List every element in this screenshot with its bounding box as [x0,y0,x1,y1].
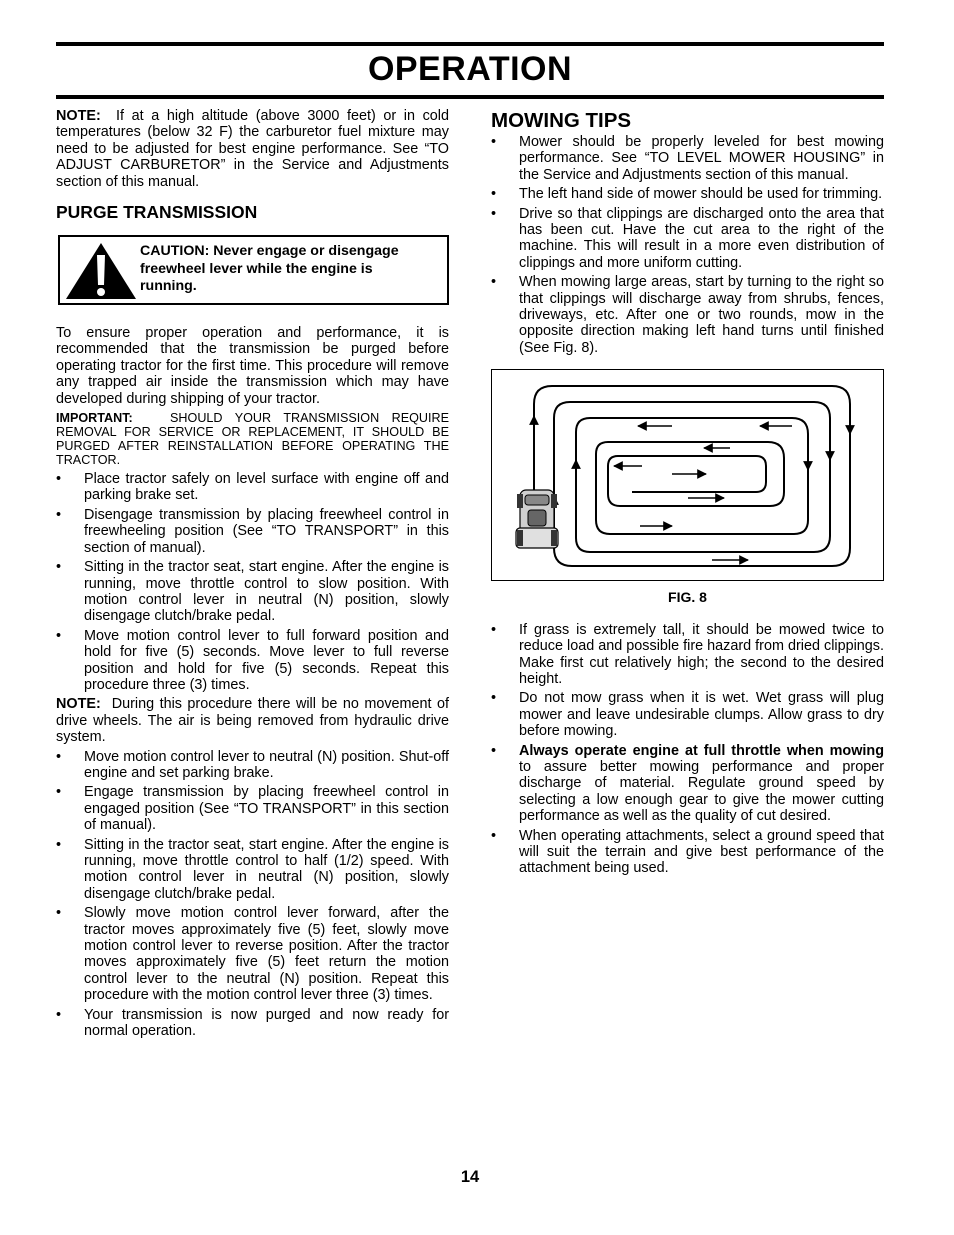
list-item: • Slowly move motion control lever forward, after the tractor moves approximately five (5) feet, slowly move motion control lever to reverse position. After the tractor moves approximately five (5) feet return the motion control lever to the neutral (N) position. Repeat this procedure with the motion control lever three (3) times. [56,905,449,1003]
note-label: NOTE: [56,696,101,713]
list-item: • Place tractor safely on level surface with engine off and parking brake set. [56,471,449,504]
engage-steps-list [56,749,449,1040]
list-item [491,743,884,825]
altitude-note [56,108,449,190]
list-item: • Move motion control lever to full forward position and hold for five (5) seconds. Move lever to full reverse position and hold for five (5) seconds. Repeat this procedure three (3) times. [56,628,449,694]
important-label: IMPORTANT: [56,411,133,426]
page-number: 14 [460,1168,480,1186]
purge-steps-list [56,471,449,693]
list-item: • Mower should be properly leveled for best mowing performance. See “TO LEVEL MOWER HOUSING” in the Service and Adjustments section of this manual. [491,134,884,183]
list-item: • When operating attachments, select a ground speed that will suit the terrain and give best performance of the attachment being used. [491,828,884,877]
caution-text: CAUTION: Never engage or disengage freewheel lever while the engine is running. [140,243,399,295]
purge-intro: To ensure proper operation and performance, it is recommended that the transmission be purged before operating tractor for the first time. This procedure will remove any trapped air inside the transmission which may have developed during shipping of your tractor. [56,325,449,407]
attachments-tip-list [491,828,884,877]
caution-box [58,235,449,305]
mowing-pattern-diagram [492,370,883,580]
list-item: • Sitting in the tractor seat, start engine. After the engine is running, move throttle control to half (1/2) speed. With motion control lever in neutral (N) position, slowly disengage clutch/brake pedal. [56,837,449,903]
list-item: • If grass is extremely tall, it should be mowed twice to reduce load and possible fire hazard from dried clippings. Make first cut relatively high; the second to the desired height. [491,622,884,688]
list-item: • Disengage transmission by placing freewheel control in freewheeling position (See “TO TRANSPORT” in this section of manual). [56,507,449,556]
mowing-pattern-figure [491,369,884,581]
title-underline [56,95,884,99]
warning-triangle-icon [64,241,138,301]
mowing-tips-heading: MOWING TIPS [491,109,632,132]
right-column [491,108,884,880]
note-text: If at a high altitude (above 3000 feet) or in cold temperatures (below 32 F) the carburetor fuel mixture may need to be adjusted for best engine performance. See “TO ADJUST CARBURETOR” in the Service and Adjustments section of this manual. [56,108,449,190]
drive-wheels-note [56,696,449,745]
list-item: • Engage transmission by placing freewheel control in engaged position (See “TO TRANSPORT” in this section of manual). [56,784,449,833]
purge-transmission-heading: PURGE TRANSMISSION [56,202,258,223]
note-text: During this procedure there will be no movement of drive wheels. The air is being removed from hydraulic drive system. [56,696,449,746]
bold-lead: Always operate engine at full throttle when mowing [519,742,884,759]
mowing-tips-list-continued [491,622,884,740]
tractor-icon [516,490,558,548]
note-label: NOTE: [56,108,101,124]
left-column [56,108,449,1042]
list-item: • Move motion control lever to neutral (N) position. Shut-off engine and set parking brake. [56,749,449,782]
list-item: • The left hand side of mower should be used for trimming. [491,186,884,202]
list-item: • Do not mow grass when it is wet. Wet grass will plug mower and leave undesirable clumps. Allow grass to dry before mowing. [491,690,884,739]
bullet-text: to assure better mowing performance and proper discharge of material. Regulate ground speed by selecting a low enough gear to give the mower cutting performance as well as the quality of cut desired. [519,758,884,825]
important-text: SHOULD YOUR TRANSMISSION REQUIRE REMOVAL FOR SERVICE OR REPLACEMENT, IT SHOULD BE PURGED AFTER REINSTALLATION BEFORE OPERATING THE TRACTOR. [56,411,449,468]
important-notice [56,411,449,467]
throttle-tip-list [491,743,884,825]
mowing-tips-list [491,134,884,356]
list-item: • Drive so that clippings are discharged onto the area that has been cut. Have the cut area to the right of the machine. This will result in a more even distribution of clippings and more uniform cutting. [491,206,884,272]
page-title: OPERATION [367,50,573,88]
figure-caption: FIG. 8 [668,589,707,606]
list-item: • Sitting in the tractor seat, start engine. After the engine is running, move throttle control to slow position. With motion control lever in neutral (N) position, slowly disengage clutch/brake pedal. [56,559,449,625]
list-item: • Your transmission is now purged and now ready for normal operation. [56,1007,449,1040]
list-item: • When mowing large areas, start by turning to the right so that clippings will discharge away from shrubs, fences, driveways, etc. After one or two rounds, mow in the opposite direction making left hand turns until finished (See Fig. 8). [491,274,884,356]
